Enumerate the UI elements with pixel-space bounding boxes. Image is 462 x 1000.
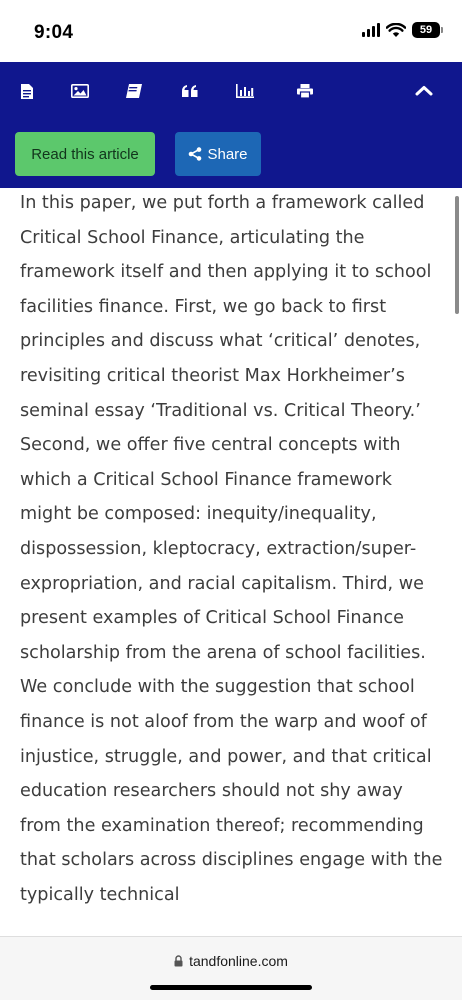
- home-indicator[interactable]: [150, 985, 312, 990]
- battery-icon: 59: [412, 22, 440, 38]
- status-bar: [0, 0, 462, 62]
- document-icon[interactable]: [16, 80, 38, 102]
- share-button-label: Share: [207, 145, 248, 163]
- lock-icon: [174, 955, 183, 967]
- scrollbar-thumb[interactable]: [455, 196, 459, 314]
- status-icons: [362, 22, 440, 38]
- quote-icon[interactable]: [179, 80, 201, 102]
- url-display[interactable]: [0, 953, 462, 969]
- article-abstract: [20, 186, 445, 936]
- book-icon[interactable]: [123, 80, 145, 102]
- cellular-signal-icon: [362, 23, 380, 37]
- print-icon[interactable]: [294, 80, 316, 102]
- abstract-text: In this paper, we put forth a framework called Critical School Finance, articulating the framework itself and then applying it to school facilities finance. First, we go back to first principles and discuss what ‘critical’ denotes, revisiting critical theorist Max Horkheimer’s seminal essay ‘Traditional vs. Critical Theory.’ Second, we offer five central concepts with which a Critical School Finance framework might be composed: inequity/inequality, dispossession, kleptocracy, extraction/super-expropriation, and racial capitalism. Third, we present examples of Critical School Finance scholarship from the arena of school facilities. We conclude with the suggestion that school finance is not aloof from the warp and woof of injustice, struggle, and power, and that critical education researchers should not shy away from the examination thereof; recommending that scholars across disciplines engage with the typically technical: [20, 193, 443, 905]
- status-time: 9:04: [34, 22, 74, 43]
- wifi-icon: [386, 23, 406, 38]
- toolbar-icons: [0, 80, 462, 102]
- share-button[interactable]: [175, 132, 261, 176]
- chart-icon[interactable]: [234, 80, 256, 102]
- article-toolbar: [0, 62, 462, 188]
- browser-address-bar[interactable]: [0, 936, 462, 1000]
- share-icon: [188, 147, 202, 161]
- url-text: tandfonline.com: [189, 953, 288, 969]
- chevron-up-icon[interactable]: [412, 78, 436, 102]
- image-icon[interactable]: [69, 80, 91, 102]
- read-article-button[interactable]: Read this article: [15, 132, 155, 176]
